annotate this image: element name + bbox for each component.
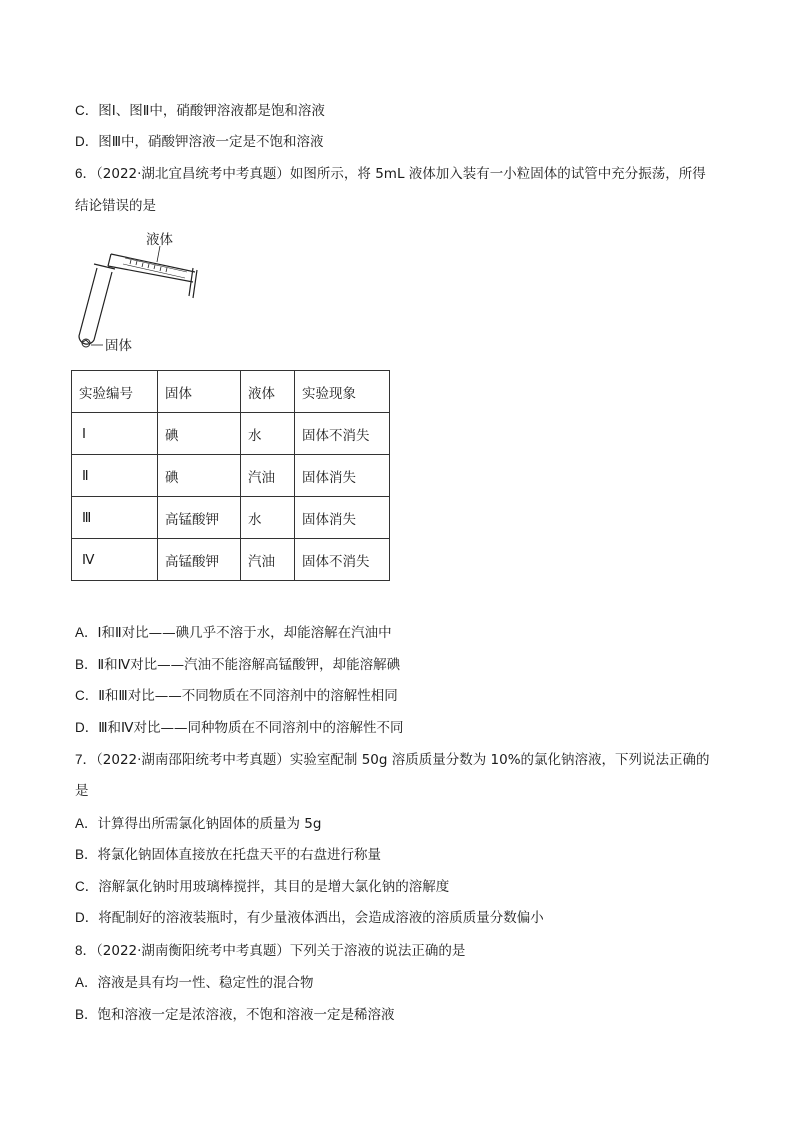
- table-cell: Ⅲ: [72, 497, 158, 539]
- table-row: [72, 413, 390, 455]
- table-cell: 固体不消失: [295, 539, 390, 581]
- q8-option-a: [75, 973, 314, 993]
- table-cell: Ⅳ: [72, 539, 158, 581]
- question-stem-cont: 是: [75, 783, 89, 799]
- graduated-cylinder-icon: [108, 254, 197, 298]
- q7-option-c: [75, 877, 449, 897]
- option-label: C．: [75, 103, 99, 118]
- table-header-cell: 实验现象: [295, 371, 390, 413]
- option-label: D．: [75, 720, 99, 735]
- solid-label: 固体: [105, 338, 132, 354]
- option-label: D．: [75, 134, 99, 149]
- table-row: [72, 497, 390, 539]
- option-text: 饱和溶液一定是浓溶液，不饱和溶液一定是稀溶液: [97, 1007, 395, 1023]
- q7-stem-cont: [75, 781, 89, 801]
- experiment-figure: [75, 228, 215, 358]
- option-label: B．: [75, 657, 98, 672]
- q7-option-d: [75, 908, 544, 928]
- question-stem: 实验室配制 50g 溶质质量分数为 10%的氯化钠溶液，下列说法正确的: [289, 752, 710, 768]
- option-label: B．: [75, 847, 98, 862]
- question-number: 6．: [75, 166, 97, 181]
- option-label: C．: [75, 879, 99, 894]
- option-text: 将配制好的溶液装瓶时，有少量液体洒出，会造成溶液的溶质质量分数偏小: [98, 910, 544, 926]
- table-cell: Ⅰ: [72, 413, 158, 455]
- table-header-cell: 实验编号: [72, 371, 158, 413]
- table-cell: 固体消失: [295, 455, 390, 497]
- table-cell: 水: [241, 497, 295, 539]
- table-header-cell: 液体: [241, 371, 295, 413]
- table-row: [72, 455, 390, 497]
- q6-option-d: [75, 718, 404, 738]
- option-label: D．: [75, 910, 99, 925]
- q6-stem: [75, 164, 706, 184]
- option-text: 溶解氯化钠时用玻璃棒搅拌，其目的是增大氯化钠的溶解度: [98, 879, 450, 895]
- option-text: Ⅰ和Ⅱ对比——碘几乎不溶于水，却能溶解在汽油中: [97, 625, 392, 641]
- option-label: A．: [75, 975, 98, 990]
- question-stem-cont: 结论错误的是: [75, 198, 156, 214]
- option-text: 图Ⅰ、图Ⅱ中，硝酸钾溶液都是饱和溶液: [98, 103, 325, 119]
- option-text: 计算得出所需氯化钠固体的质量为 5g: [97, 816, 322, 832]
- option-text: 将氯化钠固体直接放在托盘天平的右盘进行称量: [97, 847, 382, 863]
- question-source: （2022·湖南邵阳统考中考真题）: [96, 752, 290, 768]
- table-cell: Ⅱ: [72, 455, 158, 497]
- option-label: B．: [75, 1007, 98, 1022]
- q6-option-c: [75, 686, 398, 706]
- experiment-table: [71, 370, 390, 581]
- q8-stem: [75, 941, 465, 961]
- table-row: [72, 539, 390, 581]
- q7-stem: [75, 750, 710, 770]
- q7-option-a: [75, 814, 321, 834]
- table-cell: 碘: [158, 413, 241, 455]
- option-label: A．: [75, 816, 98, 831]
- option-text: 图Ⅲ中，硝酸钾溶液一定是不饱和溶液: [98, 134, 324, 150]
- table-header-row: [72, 371, 390, 413]
- q6-stem-cont: [75, 196, 156, 216]
- q7-option-b: [75, 845, 381, 865]
- table-cell: 高锰酸钾: [158, 539, 241, 581]
- table-cell: 汽油: [241, 539, 295, 581]
- test-tube-diagram: [75, 228, 215, 358]
- question-source: （2022·湖南衡阳统考中考真题）: [96, 943, 290, 959]
- q8-option-b: [75, 1005, 395, 1025]
- table-cell: 固体消失: [295, 497, 390, 539]
- table-cell: 汽油: [241, 455, 295, 497]
- question-number: 7．: [75, 752, 97, 767]
- option-text: Ⅱ和Ⅳ对比——汽油不能溶解高锰酸钾，却能溶解碘: [97, 657, 401, 673]
- liquid-label: 液体: [146, 232, 173, 248]
- table-header-cell: 固体: [158, 371, 241, 413]
- option-label: A．: [75, 625, 98, 640]
- q5-option-c: [75, 101, 325, 121]
- q6-option-b: [75, 655, 400, 675]
- question-number: 8．: [75, 943, 97, 958]
- option-text: Ⅱ和Ⅲ对比——不同物质在不同溶剂中的溶解性相同: [98, 688, 398, 704]
- question-stem: 下列关于溶液的说法正确的是: [289, 943, 466, 959]
- table-cell: 碘: [158, 455, 241, 497]
- table-cell: 高锰酸钾: [158, 497, 241, 539]
- table-cell: 水: [241, 413, 295, 455]
- question-source: （2022·湖北宜昌统考中考真题）: [96, 166, 290, 182]
- q6-option-a: [75, 623, 392, 643]
- option-text: Ⅲ和Ⅳ对比——同种物质在不同溶剂中的溶解性不同: [98, 720, 404, 736]
- option-label: C．: [75, 688, 99, 703]
- test-tube-icon: [79, 264, 115, 344]
- question-stem: 如图所示，将 5mL 液体加入装有一小粒固体的试管中充分振荡，所得: [289, 166, 706, 182]
- q5-option-d: [75, 132, 324, 152]
- option-text: 溶液是具有均一性、稳定性的混合物: [97, 975, 314, 991]
- table-cell: 固体不消失: [295, 413, 390, 455]
